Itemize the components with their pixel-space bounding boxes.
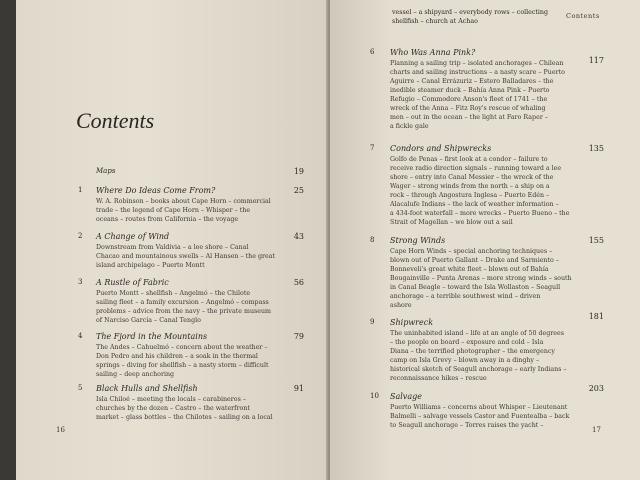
summary-line: a fickle gale xyxy=(390,123,429,130)
chapter-number: 7 xyxy=(370,144,375,152)
chapter-title: Condors and Shipwrecks xyxy=(390,144,492,153)
summary-line: vessel – a shipyard – everybody rows – collecting xyxy=(392,9,549,16)
continued-summary xyxy=(392,8,548,26)
chapter-summary xyxy=(390,59,565,131)
toc-page-number: 43 xyxy=(293,232,304,241)
chapter-summary xyxy=(390,329,567,383)
page-folio: 16 xyxy=(56,426,65,434)
chapter-summary xyxy=(96,197,271,224)
chapter-number: 10 xyxy=(370,392,379,400)
summary-line: Puerto Williams – concerns about Whisper – Lieutenant xyxy=(390,404,568,411)
summary-line: in Canal Beagle – toward the Isla Wollaston – Seagull xyxy=(390,284,561,291)
summary-line: Downstream from Valdivia – a lee shore – Canal xyxy=(96,244,249,251)
toc-page-number: 19 xyxy=(293,167,304,176)
chapter-title: The Fjord in the Mountains xyxy=(96,332,208,341)
summary-line: – the people on board – exposure and cold – Isla xyxy=(390,339,544,346)
chapter-summary xyxy=(96,395,273,422)
chapter-title: Salvage xyxy=(390,392,422,401)
chapter-title: Where Do Ideas Come From? xyxy=(96,186,216,195)
toc-page-number: 203 xyxy=(588,384,604,393)
chapter-number: 5 xyxy=(78,384,83,392)
summary-line: to Seagull anchorage – Torres raises the yacht – xyxy=(390,422,544,429)
summary-line: ashore xyxy=(390,302,412,309)
chapter-summary xyxy=(96,243,275,270)
right-page xyxy=(330,0,640,480)
chapter-title: A Change of Wind xyxy=(96,232,170,241)
toc-page-number: 155 xyxy=(588,236,604,245)
toc-page-number: 56 xyxy=(293,278,304,287)
summary-line: Alacalufe Indians – the lack of weather information – xyxy=(390,201,559,208)
chapter-number: 9 xyxy=(370,318,375,326)
summary-line: oceans – routes from California – the voyage xyxy=(96,216,239,223)
chapter-title: Strong Winds xyxy=(390,236,446,245)
chapter-number: 3 xyxy=(78,278,83,286)
summary-line: market – glass bottles – the Chilotes – sailing on a local xyxy=(96,414,273,421)
summary-line: Cape Horn Winds – special anchoring techniques – xyxy=(390,248,553,255)
summary-line: Aguirre – Canal Errázuriz – Estero Balladares – the xyxy=(390,78,554,85)
summary-line: Refugio – Commodore Anson's fleet of 1741 – the xyxy=(390,96,548,103)
summary-line: shellfish – church at Achao xyxy=(392,18,478,25)
chapter-number: 4 xyxy=(78,332,83,340)
summary-line: blown out of Puerto Gallant – Drake and Sarmiento – xyxy=(390,257,559,264)
chapter-summary xyxy=(390,155,569,227)
summary-line: Isla Chiloé – meeting the locals – carabineros – xyxy=(96,396,246,403)
page-folio: 17 xyxy=(592,426,601,434)
summary-line: anchorage – a terrible southwest wind – driven xyxy=(390,293,541,300)
summary-line: camp on Isla Grevy – blown away in a dinghy – xyxy=(390,357,540,364)
summary-line: receive radio direction signals – running toward a lee xyxy=(390,165,562,172)
summary-line: wreck of the Anna – Fitz Roy's rescue of whaling xyxy=(390,105,546,112)
summary-line: The Andes – Cahuelmó – concern about the weather – xyxy=(96,344,268,351)
summary-line: island archipelago – Puerto Montt xyxy=(96,262,205,269)
chapter-title: A Rustle of Fabric xyxy=(96,278,169,287)
summary-line: springs – diving for shellfish – a nasty storm – difficult xyxy=(96,362,269,369)
chapter-summary xyxy=(390,403,569,430)
chapter-summary xyxy=(96,343,269,379)
toc-page-number: 91 xyxy=(293,384,304,393)
summary-line: sailing – deep anchoring xyxy=(96,371,175,378)
summary-line: men – out in the ocean – the light at Faro Raper – xyxy=(390,114,548,121)
toc-page-number: 117 xyxy=(588,56,604,65)
summary-line: Bonneveli's great white fleet – blown out of Bahía xyxy=(390,266,549,273)
toc-page-number: 181 xyxy=(588,312,604,321)
chapter-summary xyxy=(390,247,572,310)
summary-line: Strait of Magellan – we blow out a sail xyxy=(390,219,513,226)
summary-line: Diana – the terrified photographer – the emergency xyxy=(390,348,555,355)
summary-line: Bougainville – Punta Arenas – more strong winds – south xyxy=(390,275,572,282)
chapter-title: Shipwreck xyxy=(390,318,434,327)
summary-line: Planning a sailing trip – isolated anchorages – Chilean xyxy=(390,60,564,67)
toc-page-number: 25 xyxy=(293,186,304,195)
left-page xyxy=(16,0,328,480)
toc-page-number: 135 xyxy=(588,144,604,153)
summary-line: Wager – strong winds from the north – a ship on a xyxy=(390,183,550,190)
summary-line: trade – the legend of Cape Horn – Whisper – the xyxy=(96,207,251,214)
summary-line: sailing fleet – a family excursion – Angelmó – compass xyxy=(96,299,269,306)
chapter-number: 1 xyxy=(78,186,83,194)
summary-line: problems – advice from the navy – the private museum xyxy=(96,308,272,315)
chapter-number: 6 xyxy=(370,48,375,56)
summary-line: Golfo de Penas – first look at a condor – failure to xyxy=(390,156,548,163)
summary-line: W. A. Robinson – books about Cape Horn – commercial xyxy=(96,198,271,205)
running-head: Contents xyxy=(566,12,600,20)
summary-line: Puerto Montt – shellfish – Angelmó – the Chilote xyxy=(96,290,251,297)
summary-line: churches by the dozen – Castro – the waterfront xyxy=(96,405,250,412)
summary-line: of Narciso García – Canal Tenglo xyxy=(96,317,201,324)
summary-line: Don Pedro and his children – a soak in the thermal xyxy=(96,353,258,360)
summary-line: The uninhabited island – life at an angle of 50 degrees xyxy=(390,330,564,337)
summary-line: reconnaissance hikes – rescue xyxy=(390,375,487,382)
chapter-title: Black Hulls and Shellfish xyxy=(96,384,198,393)
chapter-summary xyxy=(96,289,271,325)
page-title: Contents xyxy=(76,108,155,133)
summary-line: rock – through Angostura Inglesa – Puerto Edén – xyxy=(390,192,550,199)
summary-line: Balmelli – salvage vessels Castor and Fuentealba – back xyxy=(390,413,570,420)
summary-line: inedible steamer duck – Bahía Anna Pink – Puerto xyxy=(390,87,550,94)
toc-page-number: 79 xyxy=(293,332,304,341)
toc-entry-title: Maps xyxy=(96,167,116,175)
summary-line: shore – entry into Canal Messier – the wreck of the xyxy=(390,174,554,181)
chapter-title: Who Was Anna Pink? xyxy=(390,48,476,57)
chapter-number: 8 xyxy=(370,236,375,244)
summary-line: historical sketch of Seagull anchorage – early Indians – xyxy=(390,366,567,373)
summary-line: Chacao and mountainous swells – Al Hansen – the great xyxy=(96,253,276,260)
chapter-number: 2 xyxy=(78,232,83,240)
summary-line: charts and sailing instructions – a nasty scare – Puerto xyxy=(390,69,565,76)
summary-line: a 434-foot waterfall – more wrecks – Puerto Bueno – the xyxy=(390,210,570,217)
